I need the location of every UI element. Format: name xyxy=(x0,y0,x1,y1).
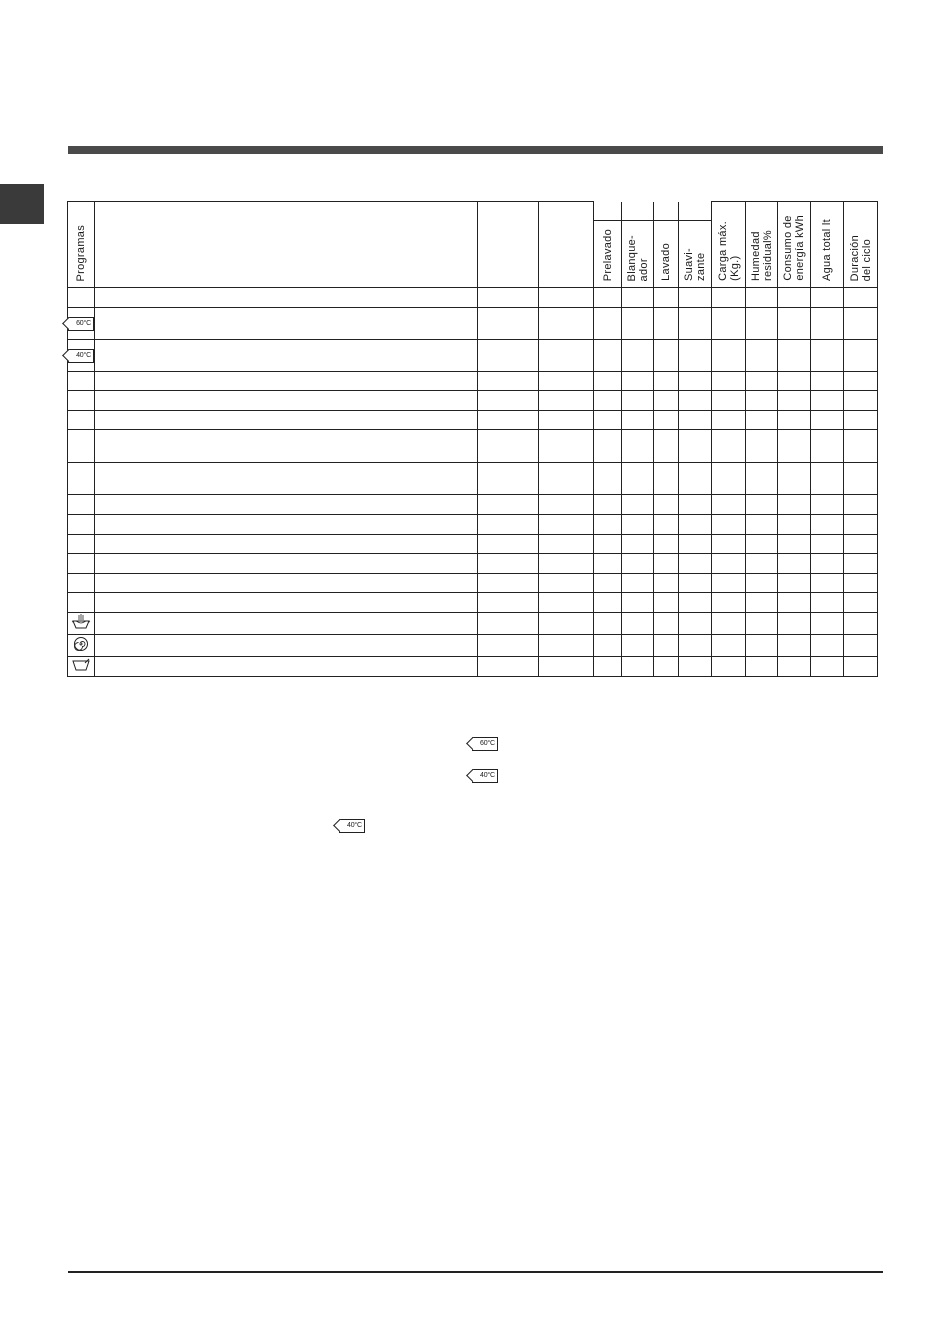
table-cell xyxy=(778,288,811,308)
table-cell xyxy=(746,554,778,574)
table-cell xyxy=(622,430,654,463)
table-cell xyxy=(712,657,746,677)
table-cell xyxy=(746,535,778,554)
table-cell xyxy=(622,340,654,372)
table-cell xyxy=(622,554,654,574)
table-cell xyxy=(712,430,746,463)
table-cell xyxy=(539,411,594,430)
program-icon-cell xyxy=(68,372,95,391)
table-cell xyxy=(539,657,594,677)
table-body xyxy=(68,288,878,677)
table-cell xyxy=(811,657,844,677)
table-cell xyxy=(478,372,539,391)
table-cell xyxy=(539,495,594,515)
table-cell xyxy=(679,288,712,308)
table-cell xyxy=(95,340,478,372)
table-cell xyxy=(654,308,679,340)
table-cell xyxy=(811,613,844,635)
table-cell xyxy=(746,657,778,677)
table-row xyxy=(68,411,878,430)
table-cell xyxy=(594,574,622,593)
table-cell xyxy=(746,288,778,308)
table-cell xyxy=(654,554,679,574)
temp-40-icon: 40°C xyxy=(472,769,498,783)
table-cell xyxy=(778,554,811,574)
table-cell xyxy=(654,495,679,515)
detergent-group-rule xyxy=(594,220,712,221)
table-cell xyxy=(478,340,539,372)
table-cell xyxy=(811,340,844,372)
program-icon-cell xyxy=(68,288,95,308)
table-cell xyxy=(712,515,746,535)
table-cell xyxy=(594,495,622,515)
table-cell xyxy=(95,288,478,308)
table-cell xyxy=(679,635,712,657)
table-cell xyxy=(844,515,878,535)
table-cell xyxy=(844,340,878,372)
table-cell xyxy=(811,308,844,340)
table-cell xyxy=(622,593,654,613)
table-cell xyxy=(844,372,878,391)
table-cell xyxy=(679,574,712,593)
table-cell xyxy=(712,535,746,554)
table-cell xyxy=(654,411,679,430)
table-cell xyxy=(844,635,878,657)
table-cell xyxy=(539,574,594,593)
drain-icon xyxy=(71,658,91,672)
table-cell xyxy=(844,411,878,430)
table-cell xyxy=(622,308,654,340)
table-cell xyxy=(778,391,811,411)
table-cell xyxy=(654,288,679,308)
program-icon-cell xyxy=(68,515,95,535)
table-row xyxy=(68,463,878,495)
table-cell xyxy=(654,340,679,372)
table-cell xyxy=(778,613,811,635)
table-row xyxy=(68,613,878,635)
table-cell xyxy=(539,463,594,495)
table-cell xyxy=(844,593,878,613)
table-cell xyxy=(478,535,539,554)
temp-60-icon: 60°C xyxy=(68,317,94,331)
table-cell xyxy=(478,463,539,495)
table-cell xyxy=(539,593,594,613)
header-agua-total: Agua total lt xyxy=(811,202,844,288)
table-cell xyxy=(712,411,746,430)
table-cell xyxy=(594,657,622,677)
table-cell xyxy=(679,411,712,430)
temp-40-icon: 40°C xyxy=(68,349,94,363)
table-cell xyxy=(594,391,622,411)
table-cell xyxy=(746,430,778,463)
table-cell xyxy=(712,372,746,391)
program-icon-cell xyxy=(68,593,95,613)
table-cell xyxy=(811,411,844,430)
table-cell xyxy=(478,574,539,593)
header-description xyxy=(95,202,478,288)
table-cell xyxy=(679,535,712,554)
program-icon-cell xyxy=(68,554,95,574)
table-cell xyxy=(778,372,811,391)
table-cell xyxy=(712,340,746,372)
table-cell xyxy=(811,593,844,613)
table-row xyxy=(68,593,878,613)
table-cell xyxy=(679,554,712,574)
table-cell xyxy=(712,288,746,308)
table-cell xyxy=(594,463,622,495)
table-cell xyxy=(478,657,539,677)
table-cell xyxy=(95,535,478,554)
table-cell xyxy=(712,574,746,593)
table-cell xyxy=(622,535,654,554)
table-cell xyxy=(622,495,654,515)
table-cell xyxy=(594,308,622,340)
table-cell xyxy=(679,657,712,677)
table-cell xyxy=(478,593,539,613)
program-icon-cell xyxy=(68,463,95,495)
table-cell xyxy=(622,574,654,593)
table-cell xyxy=(539,535,594,554)
table-cell xyxy=(712,391,746,411)
table-cell xyxy=(594,430,622,463)
table-row xyxy=(68,657,878,677)
header-programas: Programas xyxy=(68,202,95,288)
table-cell xyxy=(654,657,679,677)
table-cell xyxy=(478,308,539,340)
table-row xyxy=(68,554,878,574)
table-cell xyxy=(478,515,539,535)
table-cell xyxy=(778,495,811,515)
program-icon-cell xyxy=(68,535,95,554)
bottom-rule xyxy=(68,1271,883,1273)
table-cell xyxy=(844,308,878,340)
table-cell xyxy=(679,613,712,635)
table-cell xyxy=(95,657,478,677)
header-blanqueador: Blanque- ador xyxy=(622,202,654,288)
table-cell xyxy=(811,288,844,308)
table-cell xyxy=(622,657,654,677)
program-icon-cell xyxy=(68,657,95,677)
header-consumo: Consumo de energía kWh xyxy=(778,202,811,288)
table-row xyxy=(68,515,878,535)
table-cell xyxy=(539,288,594,308)
program-icon-cell xyxy=(68,574,95,593)
table-cell xyxy=(811,463,844,495)
table-cell xyxy=(844,535,878,554)
table-cell xyxy=(778,515,811,535)
table-cell xyxy=(679,372,712,391)
table-row xyxy=(68,372,878,391)
table-cell xyxy=(478,430,539,463)
table-cell xyxy=(654,463,679,495)
table-cell xyxy=(622,463,654,495)
table-cell xyxy=(811,574,844,593)
header-lavado: Lavado xyxy=(654,202,679,288)
table-cell xyxy=(746,515,778,535)
table-cell xyxy=(746,391,778,411)
language-tab xyxy=(0,184,44,224)
table-cell xyxy=(622,613,654,635)
program-icon-cell xyxy=(68,340,95,372)
header-duracion: Duración del ciclo xyxy=(844,202,878,288)
table-cell xyxy=(778,657,811,677)
table-cell xyxy=(654,515,679,535)
table-cell xyxy=(594,340,622,372)
table-cell xyxy=(95,495,478,515)
table-cell xyxy=(746,340,778,372)
table-cell xyxy=(95,554,478,574)
table-cell xyxy=(778,463,811,495)
header-suavizante: Suavi- zante xyxy=(679,202,712,288)
table-cell xyxy=(539,430,594,463)
table-cell xyxy=(654,372,679,391)
table-cell xyxy=(95,463,478,495)
table-cell xyxy=(654,535,679,554)
table-cell xyxy=(95,430,478,463)
table-cell xyxy=(712,593,746,613)
table-cell xyxy=(712,635,746,657)
table-cell xyxy=(679,593,712,613)
table-cell xyxy=(811,554,844,574)
table-row xyxy=(68,308,878,340)
table-cell xyxy=(844,554,878,574)
table-cell xyxy=(622,411,654,430)
table-cell xyxy=(712,613,746,635)
table-cell xyxy=(778,535,811,554)
table-row xyxy=(68,635,878,657)
table-cell xyxy=(95,574,478,593)
table-cell xyxy=(594,635,622,657)
table-row xyxy=(68,288,878,308)
table-cell xyxy=(478,391,539,411)
table-cell xyxy=(811,535,844,554)
table-cell xyxy=(95,515,478,535)
table-cell xyxy=(478,613,539,635)
table-cell xyxy=(778,308,811,340)
table-cell xyxy=(679,430,712,463)
table-cell xyxy=(95,613,478,635)
table-cell xyxy=(594,372,622,391)
temp-60-icon: 60°C xyxy=(472,737,498,751)
program-icon-cell xyxy=(68,391,95,411)
table-cell xyxy=(811,495,844,515)
table-cell xyxy=(679,495,712,515)
table-cell xyxy=(844,288,878,308)
header-col4 xyxy=(539,202,594,288)
table-cell xyxy=(746,593,778,613)
table-cell xyxy=(95,635,478,657)
program-icon-cell xyxy=(68,308,95,340)
table-row xyxy=(68,535,878,554)
table-cell xyxy=(594,288,622,308)
table-cell xyxy=(746,613,778,635)
table-cell xyxy=(539,515,594,535)
top-rule xyxy=(68,146,883,154)
table-cell xyxy=(622,515,654,535)
table-cell xyxy=(679,308,712,340)
table-cell xyxy=(478,411,539,430)
header-prelavado: Prelavado xyxy=(594,202,622,288)
table-cell xyxy=(95,411,478,430)
program-icon-cell xyxy=(68,411,95,430)
table-cell xyxy=(679,340,712,372)
table-cell xyxy=(654,430,679,463)
table-cell xyxy=(622,288,654,308)
table-cell xyxy=(746,495,778,515)
table-cell xyxy=(622,391,654,411)
table-cell xyxy=(746,411,778,430)
program-icon-cell xyxy=(68,495,95,515)
table-cell xyxy=(95,391,478,411)
table-row xyxy=(68,391,878,411)
handwash-icon xyxy=(71,614,91,630)
table-cell xyxy=(712,495,746,515)
table-cell xyxy=(594,411,622,430)
table-cell xyxy=(746,574,778,593)
table-cell xyxy=(594,535,622,554)
table-row xyxy=(68,340,878,372)
table-cell xyxy=(539,613,594,635)
table-cell xyxy=(95,593,478,613)
table-cell xyxy=(539,372,594,391)
program-icon-cell xyxy=(68,430,95,463)
table-cell xyxy=(478,495,539,515)
table-cell xyxy=(712,554,746,574)
table-cell xyxy=(679,515,712,535)
table-cell xyxy=(712,308,746,340)
table-cell xyxy=(844,613,878,635)
table-row xyxy=(68,574,878,593)
table-cell xyxy=(594,613,622,635)
header-carga-max: Carga máx. (Kg.) xyxy=(712,202,746,288)
table-cell xyxy=(622,635,654,657)
table-cell xyxy=(811,635,844,657)
table-cell xyxy=(654,613,679,635)
table-cell xyxy=(594,515,622,535)
table-cell xyxy=(539,391,594,411)
header-humedad: Humedad residual% xyxy=(746,202,778,288)
table-cell xyxy=(95,372,478,391)
table-cell xyxy=(594,593,622,613)
table-row xyxy=(68,430,878,463)
table-cell xyxy=(811,430,844,463)
table-cell xyxy=(746,463,778,495)
table-cell xyxy=(622,372,654,391)
programs-table xyxy=(67,201,878,677)
table-cell xyxy=(844,463,878,495)
table-cell xyxy=(778,593,811,613)
table-cell xyxy=(478,288,539,308)
table-cell xyxy=(778,635,811,657)
header-col3 xyxy=(478,202,539,288)
table-cell xyxy=(478,635,539,657)
table-cell xyxy=(539,340,594,372)
table-cell xyxy=(746,308,778,340)
temp-40-icon: 40°C xyxy=(339,819,365,833)
table-cell xyxy=(844,495,878,515)
table-cell xyxy=(712,463,746,495)
table-cell xyxy=(778,411,811,430)
table-cell xyxy=(539,635,594,657)
table-row xyxy=(68,495,878,515)
table-cell xyxy=(811,391,844,411)
table-cell xyxy=(778,574,811,593)
table-cell xyxy=(478,554,539,574)
table-cell xyxy=(746,635,778,657)
table-cell xyxy=(594,554,622,574)
spin-icon xyxy=(73,636,89,652)
table-cell xyxy=(778,430,811,463)
table-cell xyxy=(539,554,594,574)
table-cell xyxy=(654,593,679,613)
table-cell xyxy=(778,340,811,372)
table-cell xyxy=(844,391,878,411)
table-cell xyxy=(844,574,878,593)
program-icon-cell xyxy=(68,635,95,657)
program-icon-cell xyxy=(68,613,95,635)
table-cell xyxy=(679,463,712,495)
table-cell xyxy=(95,308,478,340)
table-cell xyxy=(844,430,878,463)
table-cell xyxy=(654,635,679,657)
table-cell xyxy=(654,574,679,593)
table-cell xyxy=(654,391,679,411)
table-header-row xyxy=(68,202,878,288)
table-cell xyxy=(679,391,712,411)
table-cell xyxy=(844,657,878,677)
table-cell xyxy=(746,372,778,391)
table-cell xyxy=(811,372,844,391)
table-cell xyxy=(539,308,594,340)
table-cell xyxy=(811,515,844,535)
